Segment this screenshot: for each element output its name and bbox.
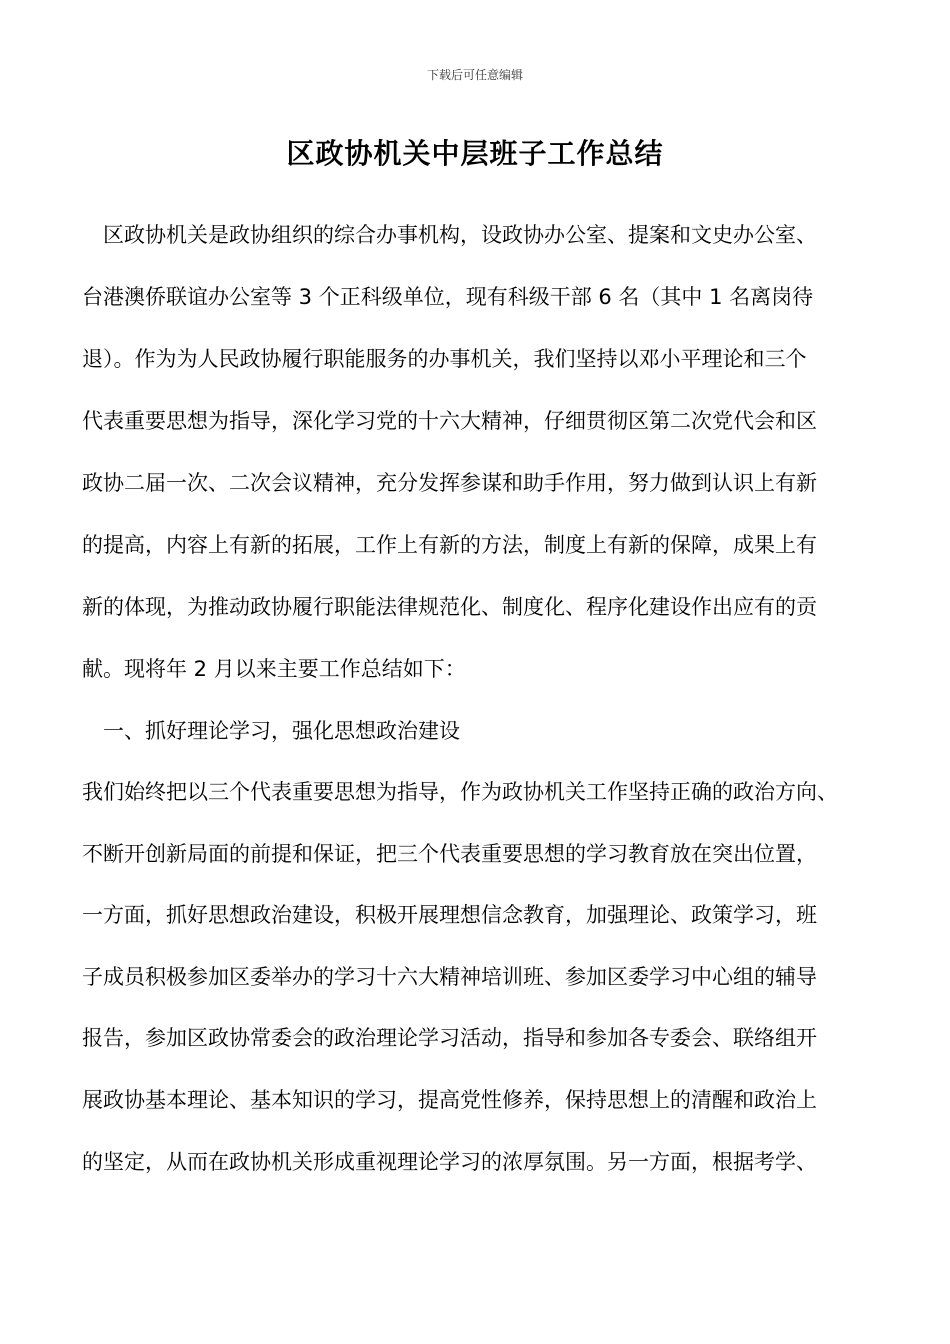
paragraph-line: 退）。作为为人民政协履行职能服务的办事机关，我们坚持以邓小平理论和三个 [82, 347, 807, 371]
section-heading: 一、抓好理论学习，强化思想政治建设 [103, 719, 460, 743]
header-note: 下载后可任意编辑 [426, 68, 523, 82]
paragraph-line: 子成员积极参加区委举办的学习十六大精神培训班、参加区委学习中心组的辅导 [82, 965, 817, 989]
paragraph-line: 不断开创新局面的前提和保证，把三个代表重要思想的学习教育放在突出位置， [82, 842, 817, 866]
paragraph-line: 代表重要思想为指导，深化学习党的十六大精神，仔细贯彻区第二次党代会和区 [82, 409, 817, 433]
paragraph-line: 的提高，内容上有新的拓展，工作上有新的方法，制度上有新的保障，成果上有 [82, 533, 817, 557]
paragraph-line: 展政协基本理论、基本知识的学习，提高党性修养，保持思想上的清醒和政治上 [82, 1088, 817, 1112]
paragraph-line: 我们始终把以三个代表重要思想为指导，作为政协机关工作坚持正确的政治方向、 [82, 780, 838, 804]
paragraph-line: 献。现将年 2 月以来主要工作总结如下： [82, 657, 466, 681]
paragraph-line: 政协二届一次、二次会议精神，充分发挥参谋和助手作用，努力做到认识上有新 [82, 471, 817, 495]
paragraph-line: 的坚定，从而在政协机关形成重视理论学习的浓厚氛围。另一方面，根据考学、 [82, 1150, 817, 1174]
paragraph-line: 区政协机关是政协组织的综合办事机构，设政协办公室、提案和文史办公室、 [103, 223, 817, 247]
paragraph-line: 新的体现，为推动政协履行职能法律规范化、制度化、程序化建设作出应有的贡 [82, 595, 817, 619]
document-title: 区政协机关中层班子工作总结 [286, 137, 664, 170]
paragraph-line: 报告，参加区政协常委会的政治理论学习活动，指导和参加各专委会、联络组开 [82, 1026, 817, 1050]
paragraph-line: 台港澳侨联谊办公室等 3 个正科级单位，现有科级干部 6 名（其中 1 名离岗待 [82, 285, 814, 309]
paragraph-line: 一方面，抓好思想政治建设，积极开展理想信念教育，加强理论、政策学习，班 [82, 903, 817, 927]
